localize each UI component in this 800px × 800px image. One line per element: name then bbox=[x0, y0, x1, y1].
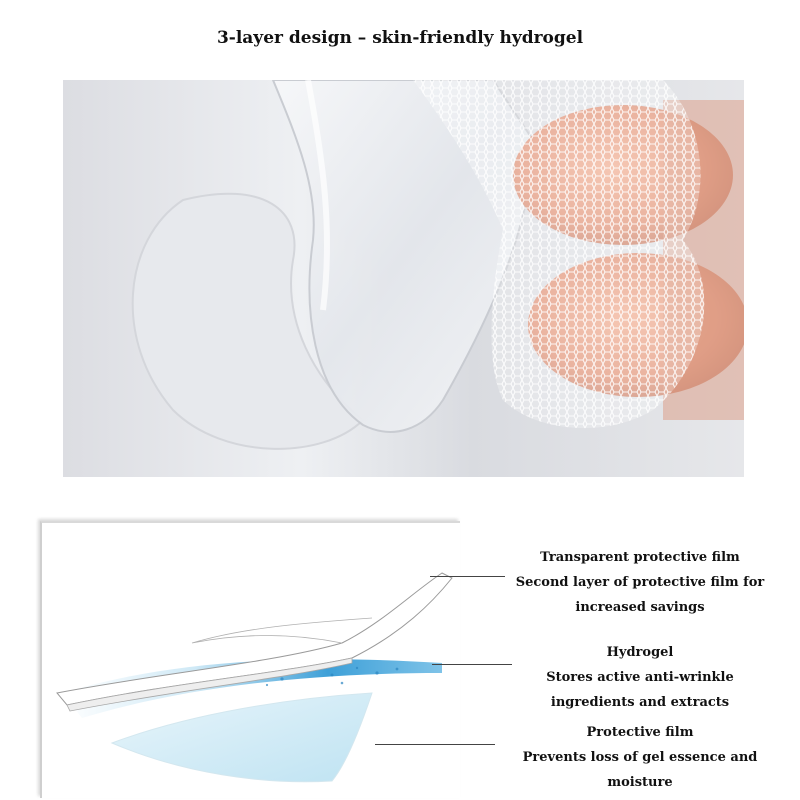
layer-description-line: increased savings bbox=[575, 600, 705, 615]
layer-description-line: moisture bbox=[607, 775, 673, 790]
hydrogel-patch-photo bbox=[63, 80, 744, 477]
layer-label-protective-film bbox=[490, 720, 790, 795]
layer-diagram bbox=[40, 521, 460, 798]
leader-line-protective-film bbox=[375, 744, 495, 745]
layer-label-hydrogel bbox=[490, 640, 790, 715]
layer-description-line: Prevents loss of gel essence and bbox=[522, 750, 758, 765]
layer-label-transparent-film bbox=[490, 545, 790, 620]
transparent-film-layer bbox=[57, 573, 452, 705]
layer-name: Hydrogel bbox=[606, 645, 674, 660]
layer-description-line: ingredients and extracts bbox=[550, 695, 730, 710]
page-title: 3-layer design – skin-friendly hydrogel bbox=[216, 28, 584, 48]
protective-film-layer bbox=[112, 693, 372, 782]
layer-description-line: Stores active anti-wrinkle bbox=[546, 670, 734, 685]
layer-description-line: Second layer of protective film for bbox=[515, 575, 765, 590]
layer-name: Protective film bbox=[586, 725, 694, 740]
hydrogel-patch-illustration bbox=[63, 80, 744, 477]
layer-diagram-illustration bbox=[42, 523, 460, 798]
layer-name: Transparent protective film bbox=[540, 550, 740, 565]
